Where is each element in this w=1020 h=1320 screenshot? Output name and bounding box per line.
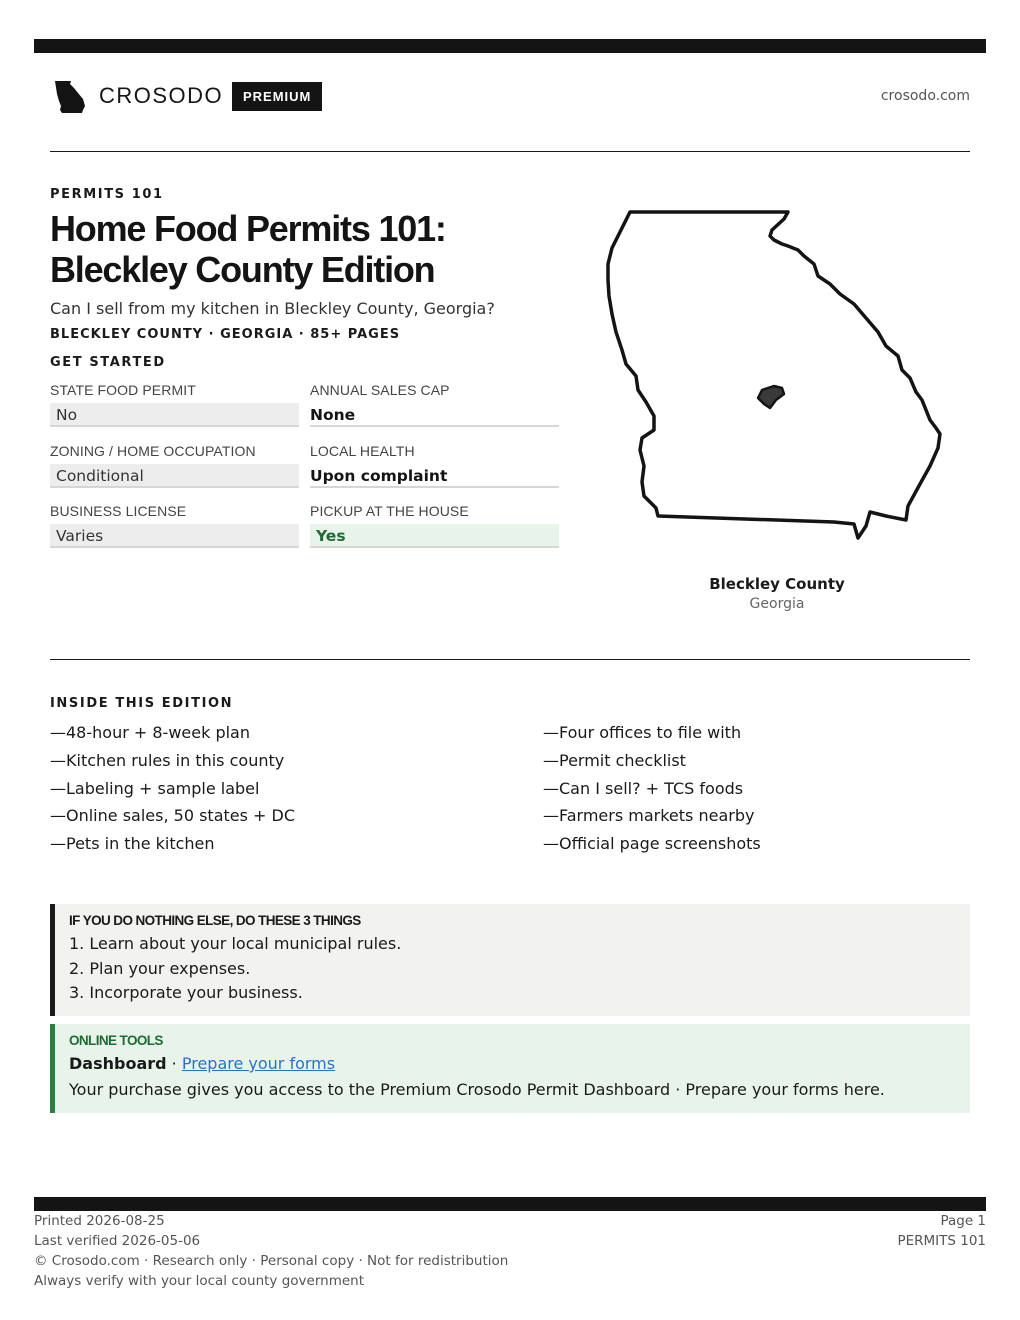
fact-zoning [50, 443, 299, 488]
contents-list-right [543, 722, 963, 861]
edition-meta: BLECKLEY COUNTY · GEORGIA · 85+ PAGES [50, 327, 401, 342]
brand-name: CROSODO [99, 83, 224, 108]
top-bar [34, 39, 986, 53]
fact-value: Yes [310, 524, 559, 548]
printed-date: Printed 2026-08-25 [34, 1213, 165, 1229]
dashboard-label: Dashboard [69, 1054, 167, 1073]
fact-label: ZONING / HOME OCCUPATION [50, 443, 256, 459]
dashboard-description: Your purchase gives you access to the Premium Crosodo Permit Dashboard · Prepare your forms here. [69, 1080, 885, 1099]
list-item: —Four offices to file with [543, 723, 742, 742]
section-kicker: PERMITS 101 [50, 187, 164, 202]
footer-section: PERMITS 101 [897, 1233, 986, 1249]
inside-edition-heading: INSIDE THIS EDITION [50, 696, 234, 711]
map-state-label: Georgia [749, 596, 805, 612]
must-do-title: IF YOU DO NOTHING ELSE, DO THESE 3 THINGS [69, 913, 361, 928]
bleckley-county-shape [758, 386, 784, 408]
must-do-step: 3. Incorporate your business. [69, 983, 303, 1002]
fact-value: Conditional [50, 464, 299, 488]
must-do-callout [50, 904, 970, 1016]
online-tools-title: ONLINE TOOLS [69, 1033, 163, 1048]
fact-value: None [310, 403, 559, 427]
fact-pickup-at-house [310, 503, 559, 548]
page-number: Page 1 [940, 1213, 986, 1229]
footer-left [34, 1211, 508, 1291]
premium-badge: PREMIUM [232, 82, 322, 111]
list-item: —Permit checklist [543, 750, 686, 770]
site-url[interactable]: crosodo.com [880, 88, 970, 104]
georgia-logo-icon [54, 80, 86, 114]
fact-annual-sales-cap [310, 382, 559, 427]
verified-date: Last verified 2026-05-06 [34, 1233, 201, 1249]
list-item: —48-hour + 8-week plan [50, 723, 250, 742]
section-divider [50, 659, 970, 660]
map-county-label: Bleckley County [709, 575, 845, 593]
list-item: —Pets in the kitchen [50, 834, 215, 854]
page-subtitle: Can I sell from my kitchen in Bleckley County, Georgia? [50, 299, 495, 318]
page-title: Home Food Permits 101: Bleckley County Edition [50, 208, 446, 290]
list-item: —Official page screenshots [543, 834, 761, 854]
fact-label: ANNUAL SALES CAP [310, 382, 450, 398]
get-started-heading: GET STARTED [50, 355, 166, 370]
fact-local-health [310, 443, 559, 488]
must-do-step: 1. Learn about your local municipal rules. [69, 934, 402, 953]
separator: · [166, 1054, 182, 1073]
georgia-outline [608, 212, 940, 538]
fact-state-food-permit [50, 382, 299, 427]
header [50, 76, 970, 120]
list-item: —Can I sell? + TCS foods [543, 778, 744, 798]
list-item: —Labeling + sample label [50, 778, 260, 798]
georgia-county-map [604, 204, 950, 554]
footer-right [897, 1211, 986, 1251]
fact-label: PICKUP AT THE HOUSE [310, 503, 469, 519]
list-item: —Farmers markets nearby [543, 806, 755, 826]
list-item: —Online sales, 50 states + DC [50, 806, 296, 826]
fact-value: Varies [50, 524, 299, 548]
dashboard-line [69, 1052, 970, 1076]
must-do-step: 2. Plan your expenses. [69, 958, 251, 978]
verify-note: Always verify with your local county government [34, 1273, 364, 1289]
fact-label: LOCAL HEALTH [310, 443, 415, 459]
copyright-note: © Crosodo.com · Research only · Personal copy · Not for redistribution [34, 1253, 509, 1269]
fact-business-license [50, 503, 299, 548]
header-divider [50, 151, 970, 152]
fact-value: Upon complaint [310, 464, 559, 488]
contents-list-left [50, 722, 470, 861]
prepare-forms-link[interactable]: Prepare your forms [181, 1054, 336, 1073]
online-tools-callout [50, 1024, 970, 1113]
fact-value: No [50, 403, 299, 427]
fact-label: STATE FOOD PERMIT [50, 382, 196, 398]
fact-label: BUSINESS LICENSE [50, 503, 187, 519]
list-item: —Kitchen rules in this county [50, 750, 285, 770]
bottom-bar [34, 1197, 986, 1211]
